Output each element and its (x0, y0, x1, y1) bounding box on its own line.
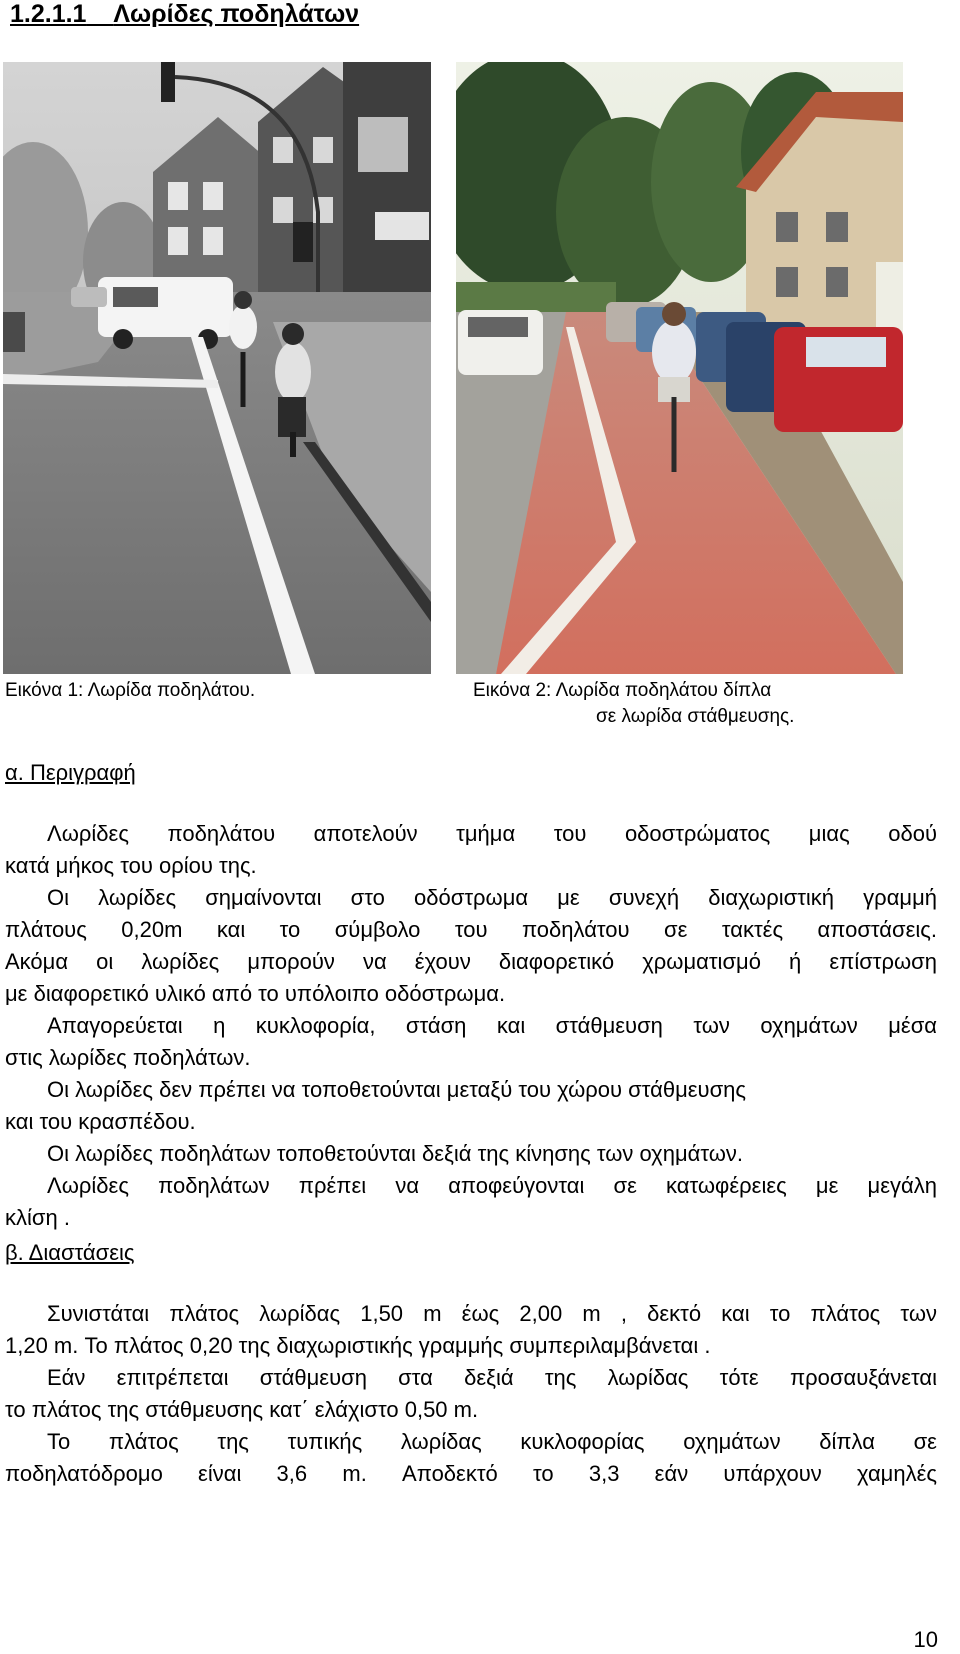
section-heading (10, 0, 359, 29)
paragraph-line: κατά μήκος του ορίου της. (5, 853, 257, 878)
heading-number: 1.2.1.1 (10, 0, 87, 28)
paragraph-line: πλάτους 0,20m και το σύμβολο του ποδηλάτου σε τακτές αποστάσεις. (5, 917, 937, 942)
paragraph-line: Απαγορεύεται η κυκλοφορία, στάση και στάθμευση των οχημάτων μέσα (47, 1013, 937, 1038)
figure-2-caption-text-1: Εικόνα 2: Λωρίδα ποδηλάτου δίπλα (473, 680, 772, 701)
paragraph-line: Εάν επιτρέπεται στάθμευση στα δεξιά της λωρίδας τότε προσαυξάνεται (47, 1365, 937, 1390)
page-number: 10 (913, 1627, 938, 1652)
section-b-title: β. Διαστάσεις (5, 1240, 135, 1265)
photo-bike-lane-parking (456, 62, 903, 674)
paragraph-line: Λωρίδες ποδηλάτου αποτελούν τμήμα του οδοστρώματος μιας οδού (47, 821, 937, 846)
figure-1-caption-text: Εικόνα 1: Λωρίδα ποδηλάτου. (5, 680, 256, 701)
section-b-body (5, 1298, 937, 1490)
figure-1-caption (5, 680, 255, 702)
paragraph-line: και του κρασπέδου. (5, 1109, 196, 1134)
paragraph-line: το πλάτος της στάθμευσης κατ΄ ελάχιστο 0,50 m. (5, 1397, 479, 1422)
paragraph-line: Λωρίδες ποδηλάτων πρέπει να αποφεύγονται σε κατωφέρειες με μεγάλη (47, 1173, 937, 1198)
paragraph-line: Συνιστάται πλάτος λωρίδας 1,50 m έως 2,00 m , δεκτό και το πλάτος των (47, 1301, 937, 1326)
figure-2-caption-line-2 (596, 706, 794, 728)
paragraph-line: κλίση . (5, 1205, 70, 1230)
photo-bike-lane-parking-image (456, 62, 903, 674)
figure-2-caption-text-2: σε λωρίδα στάθμευσης. (596, 706, 795, 727)
photo-bike-lane-image (3, 62, 431, 674)
section-a-body (5, 818, 937, 1234)
section-a-title: α. Περιγραφή (5, 760, 136, 785)
paragraph-line: Το πλάτος της τυπικής λωρίδας κυκλοφορίας οχημάτων δίπλα σε (47, 1429, 937, 1454)
paragraph-line: με διαφορετικό υλικό από το υπόλοιπο οδόστρωμα. (5, 981, 506, 1006)
paragraph-line: 1,20 m. Το πλάτος 0,20 της διαχωριστικής γραμμής συμπεριλαμβάνεται . (5, 1333, 711, 1358)
figure-2-caption-line-1 (473, 680, 771, 702)
paragraph-line: ποδηλατόδρομο είναι 3,6 m. Αποδεκτό το 3,3 εάν υπάρχουν χαμηλές (5, 1461, 937, 1486)
paragraph-line: Ακόμα οι λωρίδες μπορούν να έχουν διαφορετικό χρωματισμό ή επίστρωση (5, 949, 937, 974)
photo-bike-lane (3, 62, 431, 674)
paragraph-line: Οι λωρίδες σημαίνονται στο οδόστρωμα με συνεχή διαχωριστική γραμμή (47, 885, 937, 910)
heading-title: Λωρίδες ποδηλάτων (113, 0, 360, 28)
paragraph-line: Οι λωρίδες δεν πρέπει να τοποθετούνται μεταξύ του χώρου στάθμευσης (47, 1077, 747, 1102)
paragraph-line: Οι λωρίδες ποδηλάτων τοποθετούνται δεξιά της κίνησης των οχημάτων. (47, 1141, 744, 1166)
paragraph-line: στις λωρίδες ποδηλάτων. (5, 1045, 251, 1070)
